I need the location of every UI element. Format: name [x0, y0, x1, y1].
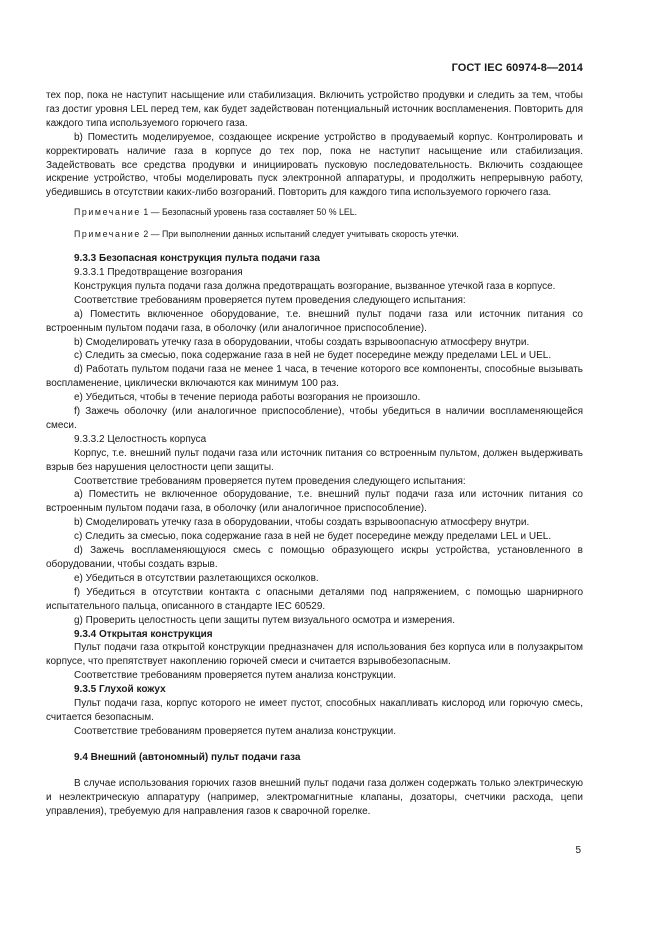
subsection-heading: 9.3.3.1 Предотвращение возгорания: [74, 266, 243, 278]
section-heading: 9.3.4 Открытая конструкция: [74, 628, 213, 640]
note-text: 2 — При выполнении данных испытаний следует учитывать скорость утечки.: [140, 229, 459, 240]
list-item: a) Поместить включенное оборудование, т.е. внешний пульт подачи газа или источник питания со встроенным пультом подачи газа, в оболочку (или аналогичное приспособление).: [46, 308, 583, 334]
list-item: f) Зажечь оболочку (или аналогичное приспособление), чтобы убедиться в наличии воспламеняющейся смеси.: [46, 406, 583, 431]
paragraph: Корпус, т.е. внешний пульт подачи газа или источник питания со встроенным пультом, должен выдерживать взрыв без нарушения целостности цепи защиты.: [46, 447, 583, 473]
list-item: a) Поместить не включенное оборудование, т.е. внешний пульт подачи газа или источник питания со встроенным пультом подачи газа, в оболочку (или аналогичное приспособление).: [46, 489, 583, 515]
paragraph: Конструкция пульта подачи газа должна предотвращать возгорание, вызванное утечкой газа в корпусе.: [74, 280, 556, 292]
paragraph: Соответствие требованиям проверяется путем проведения следующего испытания:: [74, 475, 466, 487]
paragraph: тех пор, пока не наступит насыщение или стабилизация. Включить устройство продувки и следить за тем, чтобы газ достиг уровня LEL перед тем, как будет задействован потенциальный источник воспламенения. Повторить для каждого типа используемого горючего газа.: [46, 90, 583, 129]
paragraph: b) Поместить моделируемое, создающее искрение устройство в продуваемый корпус. Контролировать и корректировать наличие газа в корпусе до тех пор, пока не наступит насыщение или стабилизация. Задействовать все средства продувки и инициировать пусковую последовательность. Включить создающее искрение устройство, чтобы моделировать пуск электронной аппаратуры, и продолжить непрерывную работу, убедившись в отсутствии каких-либо возгораний. Повторить для каждого типа используемого горючего газа.: [46, 131, 583, 199]
note-label: Примечание: [74, 207, 141, 218]
list-item: c) Следить за смесью, пока содержание газа в ней не будет посередине между пределами LEL и UEL.: [74, 531, 552, 543]
list-item: g) Проверить целостность цепи защиты путем визуального осмотра и измерения.: [74, 614, 455, 626]
paragraph: В случае использования горючих газов внешний пульт подачи газа должен содержать только электрическую и неэлектрическую аппаратуру (например, электромагнитные клапаны, дозаторы, счетчики расхода, цепи управления), требуемую для направления газов к сварочной горелке.: [46, 777, 583, 817]
list-item: b) Смоделировать утечку газа в оборудовании, чтобы создать взрывоопасную атмосферу внутри.: [74, 336, 530, 348]
list-item: d) Работать пультом подачи газа не менее 1 часа, в течение которого все компоненты, способные вызывать воспламенение, циклически включаются как минимум 100 раз.: [46, 364, 583, 390]
list-item: f) Убедиться в отсутствии контакта с опасными деталями под напряжением, с помощью шарнирного испытательного пальца, описанного в стандарте IEC 60529.: [46, 586, 583, 612]
subsection-heading: 9.3.3.2 Целостность корпуса: [74, 433, 207, 445]
list-item: e) Убедиться в отсутствии разлетающихся осколков.: [74, 572, 319, 584]
note-label: Примечание: [74, 229, 141, 240]
note-text: 1 — Безопасный уровень газа составляет 50 % LEL.: [140, 207, 358, 218]
note-2: [46, 228, 583, 242]
section-heading: 9.4 Внешний (автономный) пульт подачи газа: [74, 751, 301, 763]
list-item: b) Смоделировать утечку газа в оборудовании, чтобы создать взрывоопасную атмосферу внутри.: [74, 517, 530, 529]
list-item: c) Следить за смесью, пока содержание газа в ней не будет посередине между пределами LEL и UEL.: [74, 350, 552, 362]
list-item: d) Зажечь воспламеняющуюся смесь с помощью образующего искры устройства, установленного в оборудовании, чтобы создать взрыв.: [46, 545, 583, 570]
paragraph: Соответствие требованиям проверяется путем анализа конструкции.: [74, 670, 397, 682]
paragraph: Пульт подачи газа открытой конструкции предназначен для использования без корпуса или в полузакрытом корпусе, что препятствует накоплению горючей смеси и считается взрывобезопасным.: [46, 642, 583, 668]
paragraph: Соответствие требованиям проверяется путем проведения следующего испытания:: [74, 294, 466, 306]
section-heading: 9.3.3 Безопасная конструкция пульта подачи газа: [74, 253, 320, 265]
note-1: [46, 206, 583, 220]
page-number: 5: [575, 845, 581, 856]
section-heading: 9.3.5 Глухой кожух: [74, 684, 166, 696]
paragraph: Соответствие требованиям проверяется путем анализа конструкции.: [74, 725, 397, 737]
document-body: [46, 89, 583, 818]
standard-header: ГОСТ IEC 60974-8—2014: [451, 62, 583, 74]
paragraph: Пульт подачи газа, корпус которого не имеет пустот, способных накапливать кислород или горючую смесь, считается безопасным.: [46, 698, 583, 723]
list-item: e) Убедиться, чтобы в течение периода работы возгорания не произошло.: [74, 392, 421, 404]
